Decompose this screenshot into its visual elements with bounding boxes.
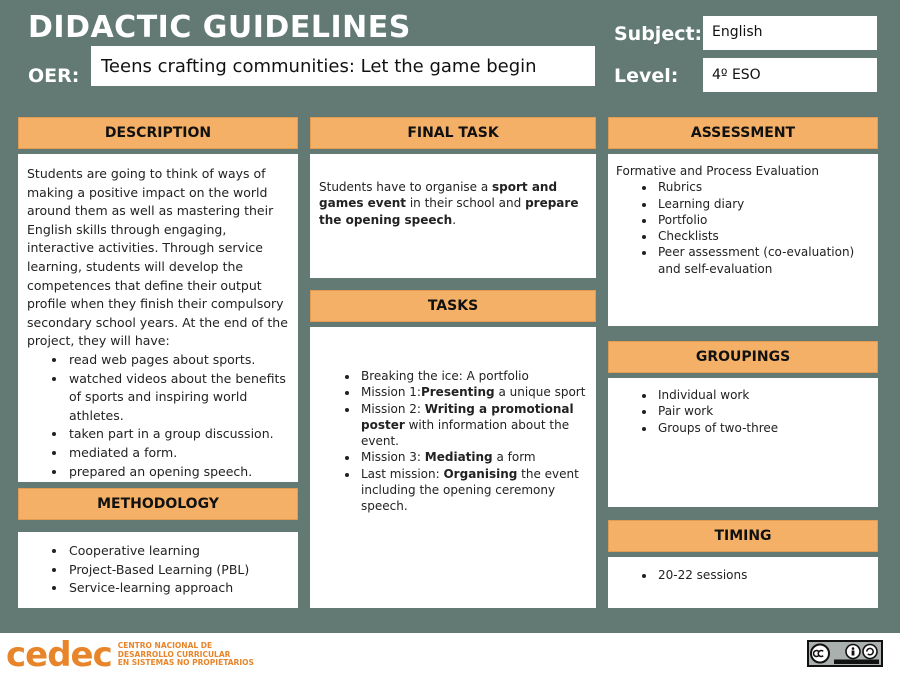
- methodology-item: • Service-learning approach: [67, 579, 290, 598]
- assessment-list: [616, 179, 870, 277]
- page-title: DIDACTIC GUIDELINES: [28, 10, 411, 45]
- timing-panel: [608, 557, 878, 608]
- grouping-item: • Groups of two-three: [656, 420, 870, 436]
- assessment-item: • Peer assessment (co-evaluation) and self-evaluation: [656, 244, 870, 277]
- creative-commons-by-sa-icon[interactable]: [807, 640, 883, 667]
- tasks-list: [319, 368, 586, 515]
- groupings-header: GROUPINGS: [608, 341, 878, 373]
- groupings-panel: [608, 378, 878, 507]
- subject-label: Subject:: [614, 23, 703, 45]
- description-item: • taken part in a group discussion.: [67, 425, 290, 444]
- task-item: • Last mission: Organising the event including the opening ceremony speech.: [359, 466, 586, 515]
- description-item: • read web pages about sports.: [67, 351, 290, 370]
- methodology-item: • Project-Based Learning (PBL): [67, 561, 290, 580]
- tasks-header: TASKS: [310, 290, 596, 322]
- timing-list: [616, 567, 870, 583]
- methodology-item: • Cooperative learning: [67, 542, 290, 561]
- groupings-list: [616, 387, 870, 436]
- assessment-intro: Formative and Process Evaluation: [616, 164, 819, 178]
- methodology-panel: [18, 532, 298, 608]
- methodology-list: [27, 542, 290, 598]
- task-item: • Mission 2: Writing a promotional poster with information about the event.: [359, 401, 586, 450]
- description-item: • prepared an opening speech.: [67, 463, 290, 482]
- task-item: • Mission 1:Presenting a unique sport: [359, 384, 586, 400]
- level-value: 4º ESO: [703, 58, 877, 92]
- grouping-item: • Pair work: [656, 403, 870, 419]
- description-intro: Students are going to think of ways of making a positive impact on the world around them as well as mastering their English skills through engaging, interactive activities. Through service learning, students will develop the competences that define their output profile when they finish their compulsory secondary school years. At the end of the project, they will have:: [27, 166, 288, 349]
- description-panel: [18, 154, 298, 482]
- tasks-panel: [310, 327, 596, 608]
- description-list: [27, 351, 290, 481]
- cedec-logo-word: cedec: [6, 635, 112, 675]
- description-item: • mediated a form.: [67, 444, 290, 463]
- description-item: • watched videos about the benefits of sports and inspiring world athletes.: [67, 370, 290, 426]
- oer-title-box: Teens crafting communities: Let the game begin: [91, 46, 595, 86]
- assessment-header: ASSESSMENT: [608, 117, 878, 149]
- task-item: • Breaking the ice: A portfolio: [359, 368, 586, 384]
- description-header: DESCRIPTION: [18, 117, 298, 149]
- timing-header: TIMING: [608, 520, 878, 552]
- grouping-item: • Individual work: [656, 387, 870, 403]
- assessment-item: • Portfolio: [656, 212, 870, 228]
- timing-item: • 20-22 sessions: [656, 567, 870, 583]
- oer-label: OER:: [28, 65, 80, 87]
- methodology-header: METHODOLOGY: [18, 488, 298, 520]
- assessment-item: • Learning diary: [656, 196, 870, 212]
- final-task-panel: [310, 154, 596, 278]
- level-label: Level:: [614, 65, 679, 87]
- assessment-item: • Checklists: [656, 228, 870, 244]
- cedec-logo[interactable]: [6, 635, 254, 675]
- final-task-text: Students have to organise a sport and games event in their school and prepare the opening speech.: [319, 180, 579, 227]
- final-task-header: FINAL TASK: [310, 117, 596, 149]
- task-item: • Mission 3: Mediating a form: [359, 449, 586, 465]
- assessment-item: • Rubrics: [656, 179, 870, 195]
- subject-value: English: [703, 16, 877, 50]
- assessment-panel: [608, 154, 878, 326]
- cedec-logo-caption: CENTRO NACIONAL DE DESARROLLO CURRICULAR EN SISTEMAS NO PROPIETARIOS: [117, 641, 254, 668]
